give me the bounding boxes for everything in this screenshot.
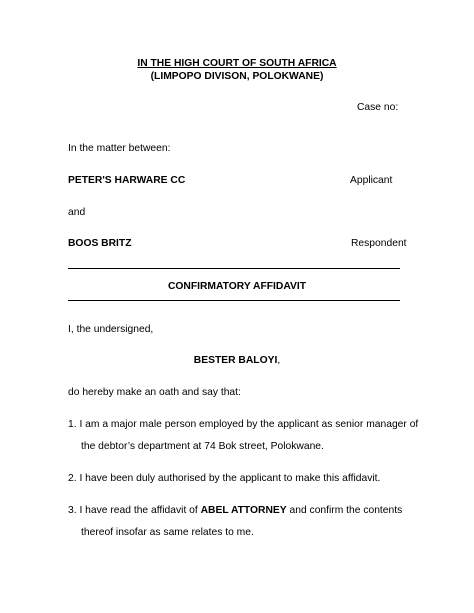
oath-line: do hereby make an oath and say that: — [68, 387, 241, 398]
top-divider — [68, 268, 400, 269]
undersigned-text: I, the undersigned, — [68, 324, 154, 335]
deponent-line — [0, 354, 474, 367]
paragraph-1-line2: the debtor’s department at 74 Bok street, Polokwane. — [81, 441, 324, 452]
respondent-name: BOOS BRITZ — [68, 238, 132, 249]
applicant-role: Applicant — [350, 175, 393, 186]
matter-between-text: In the matter between: — [68, 143, 171, 154]
and-word: and — [68, 207, 86, 218]
paragraph-3-line1 — [68, 504, 402, 517]
respondent-role: Respondent — [351, 238, 407, 249]
deponent-punct: , — [277, 355, 281, 366]
paragraph-1-line1: 1. I am a major male person employed by the applicant as senior manager of — [68, 419, 419, 430]
deponent-name: BESTER BALOYI — [193, 355, 278, 366]
court-heading-line2: (LIMPOPO DIVISON, POLOKWANE) — [150, 71, 324, 82]
case-number-label: Case no: — [357, 102, 399, 113]
paragraph-3-line2: thereof insofar as same relates to me. — [81, 527, 254, 538]
court-heading-line1: IN THE HIGH COURT OF SOUTH AFRICA — [137, 58, 337, 69]
applicant-name: PETER'S HARWARE CC — [68, 175, 186, 186]
paragraph-2: 2. I have been duly authorised by the applicant to make this affidavit. — [68, 473, 381, 484]
bottom-divider — [68, 300, 400, 301]
paragraph-3-bold-name: ABEL ATTORNEY — [200, 505, 287, 516]
paragraph-3-prefix: 3. I have read the affidavit of — [68, 505, 201, 516]
affidavit-title: CONFIRMATORY AFFIDAVIT — [167, 281, 307, 292]
paragraph-3-suffix: and confirm the contents — [286, 505, 403, 516]
